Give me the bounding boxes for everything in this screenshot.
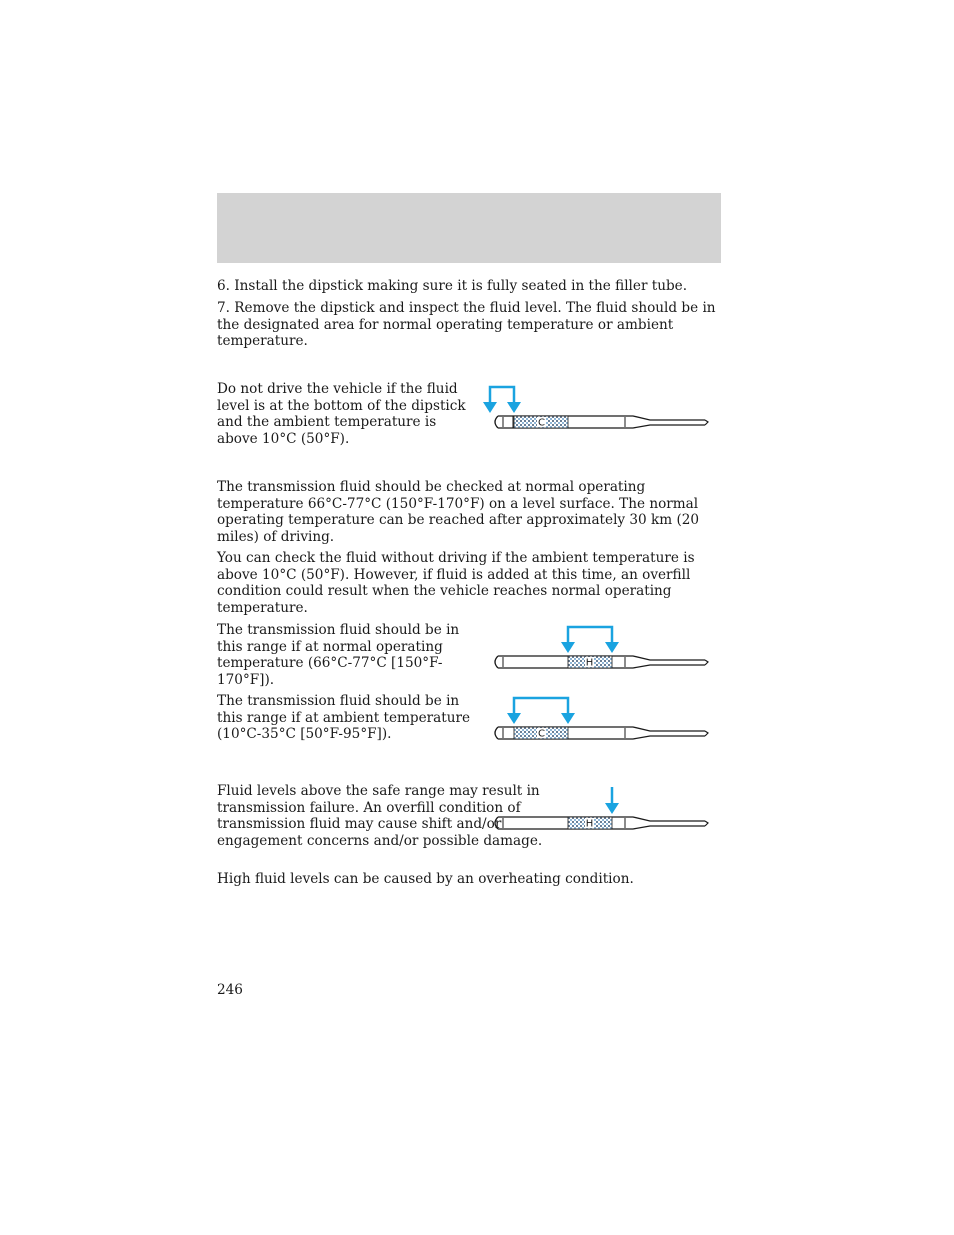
page-number: 246 [217,982,243,998]
normal-range-text: The transmission fluid should be in this range if at normal operating temperature (66°C-77°C [150°F-170°F]). [217,622,460,688]
ambient-range-text: The transmission fluid should be in this range if at ambient temperature (10°C-35°C [50°F-95°F]). [217,693,471,742]
normal-temp-paragraph: The transmission fluid should be checked at normal operating temperature 66°C-77°C (150°F-170°F) on a level surface. The normal operating temperature can be reached after approximately 30 km (20 miles) of driving. [217,479,700,545]
cold-mark-label: C [538,728,545,740]
cold-mark-label: C [538,417,545,429]
ambient-paragraph: You can check the fluid without driving if the ambient temperature is above 10°C (50°F). However, if fluid is added at this time, an overfill condition could result when the vehicle reaches normal operating temperature. [217,550,695,616]
dipstick-bottom-level-diagram [480,380,712,435]
hot-mark-label: H [585,657,594,669]
header-band [217,193,721,263]
step-6: 6. Install the dipstick making sure it is fully seated in the filler tube. [217,278,688,294]
high-levels-text: High fluid levels can be caused by an overheating condition. [217,871,634,887]
dipstick-overfill-diagram [480,781,712,836]
dipstick-normal-range-diagram [480,620,712,675]
warning-do-not-drive: Do not drive the vehicle if the fluid level is at the bottom of the dipstick and the ambient temperature is above 10°C (50°F). [217,381,466,447]
overfill-warning-text: Fluid levels above the safe range may result in transmission failure. An overfill condition of transmission fluid may cause shift and/or engagement concerns and/or possible damage. [217,783,543,849]
hot-mark-label: H [585,818,594,830]
step-7: 7. Remove the dipstick and inspect the fluid level. The fluid should be in the designated area for normal operating temperature or ambient temperature. [217,300,716,349]
dipstick-ambient-range-diagram [480,691,712,746]
